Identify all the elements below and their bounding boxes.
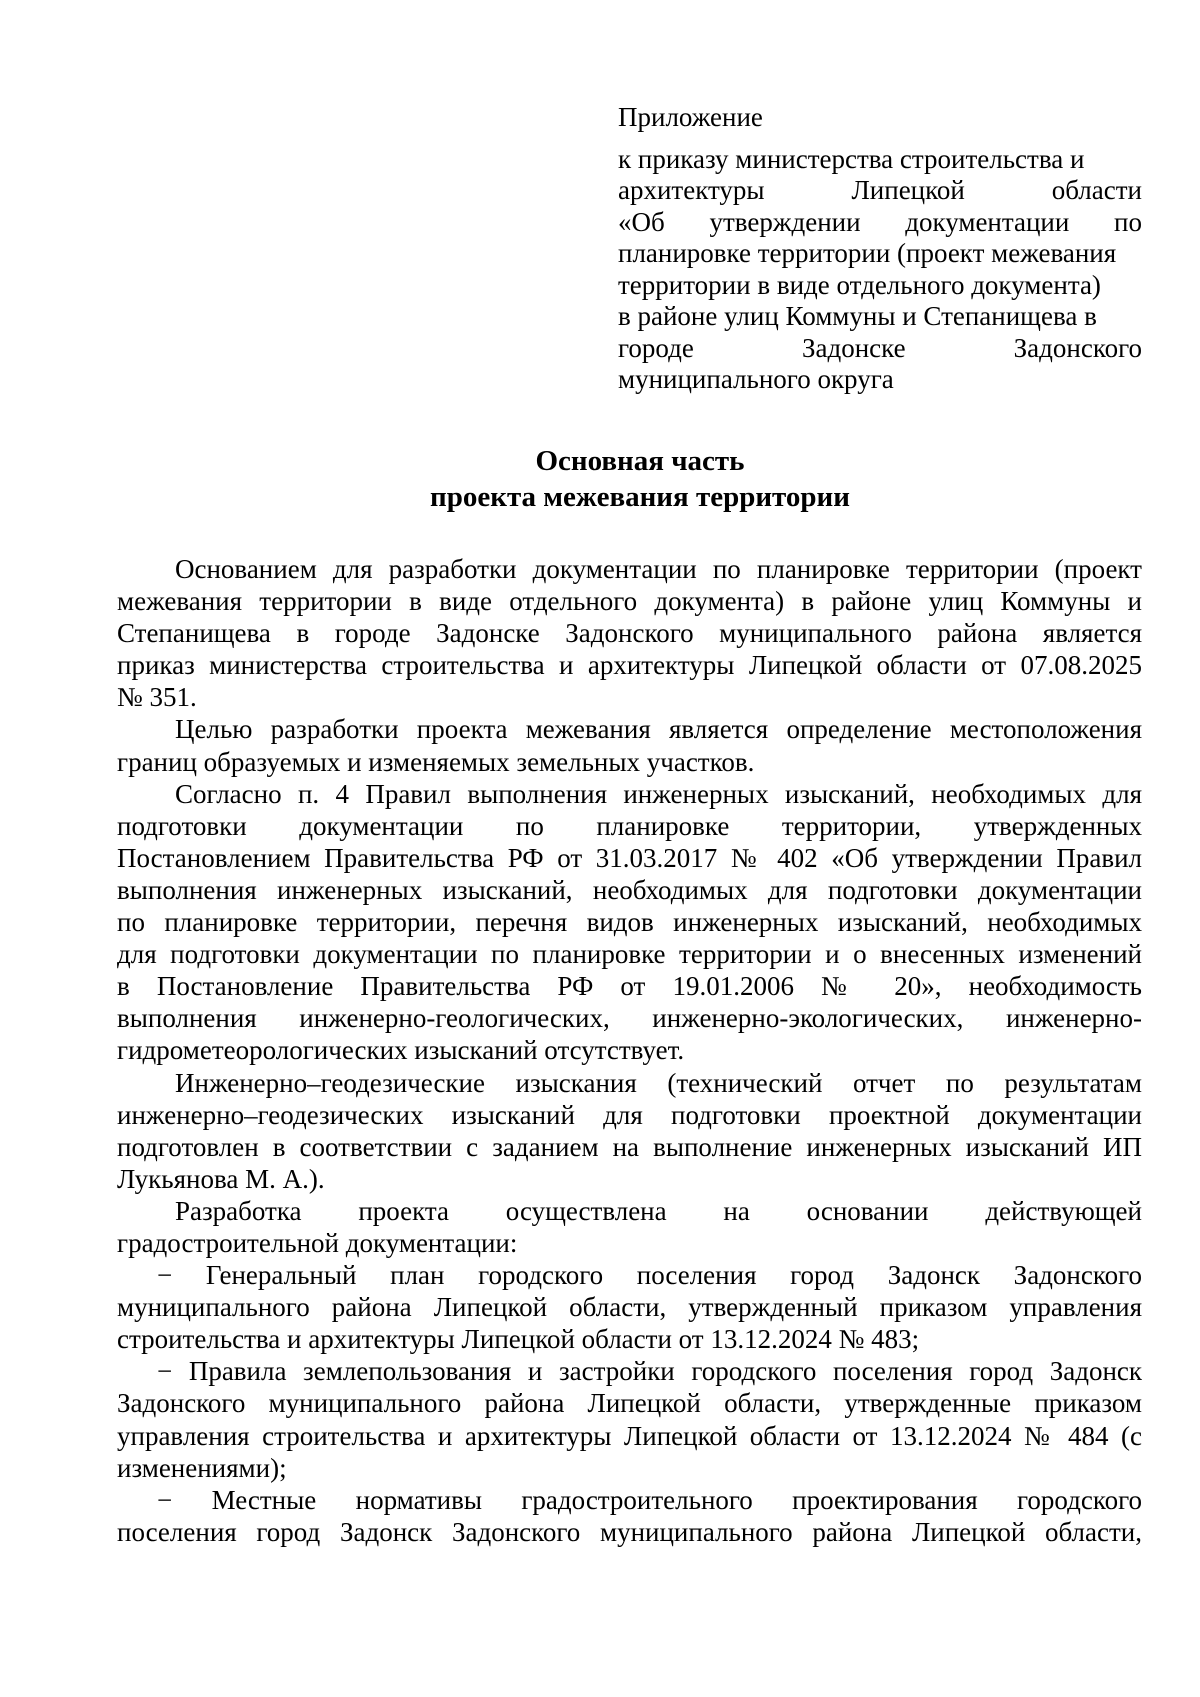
paragraph-surveys: [117, 778, 1142, 1067]
list-item-general-plan: [117, 1259, 1142, 1355]
appendix-line: к приказу министерства строительства и: [618, 143, 1085, 174]
paragraph-development: [117, 1195, 1142, 1259]
text-line: Целью разработки проекта межевания является определение местоположения: [175, 714, 1142, 745]
title-line-1: Основная часть: [535, 445, 745, 477]
text-line: в Постановление Правительства РФ от 19.01.2006 № 20», необходимость: [117, 971, 1142, 1002]
appendix-line: планировке территории (проект межевания: [618, 238, 1117, 268]
text-line: № 351.: [117, 682, 197, 713]
appendix-line: муниципального округа: [618, 364, 894, 394]
text-line: − Генеральный план городского поселения город Задонск Задонского: [157, 1260, 1142, 1291]
list-item-land-use-rules: [117, 1355, 1142, 1483]
list-item-local-standards: [117, 1484, 1142, 1548]
document-body: [117, 553, 1142, 1548]
text-line: подготовки документации по планировке территории, утвержденных: [117, 810, 1142, 841]
text-line: подготовлен в соответствии с заданием на выполнение инженерных изысканий ИП: [117, 1131, 1142, 1162]
text-line: − Правила землепользования и застройки городского поселения город Задонск: [157, 1356, 1142, 1387]
text-line: муниципального района Липецкой области, утвержденный приказом управления: [117, 1292, 1142, 1323]
text-line: инженерно–геодезических изысканий для подготовки проектной документации: [117, 1099, 1142, 1130]
text-line: Основанием для разработки документации по планировке территории (проект: [175, 554, 1142, 584]
appendix-line: территории в виде отдельного документа): [618, 269, 1101, 300]
text-line: гидрометеорологических изысканий отсутствует.: [117, 1035, 685, 1066]
document-title: [0, 443, 1200, 515]
text-line: управления строительства и архитектуры Липецкой области от 13.12.2024 № 484 (с: [117, 1420, 1142, 1451]
paragraph-geodetic: [117, 1067, 1142, 1195]
text-line: границ образуемых и изменяемых земельных участков.: [117, 746, 755, 777]
appendix-line: архитектуры Липецкой области: [618, 175, 1142, 205]
text-line: строительства и архитектуры Липецкой области от 13.12.2024 № 483;: [117, 1324, 920, 1355]
text-line: поселения город Задонск Задонского муниципального района Липецкой области,: [117, 1516, 1142, 1547]
text-line: градостроительной документации:: [117, 1227, 518, 1258]
appendix-block: [618, 102, 1142, 396]
text-line: приказ министерства строительства и архитектуры Липецкой области от 07.08.2025: [117, 650, 1142, 681]
text-line: выполнения инженерных изысканий, необходимых для подготовки документации: [117, 874, 1142, 905]
text-line: выполнения инженерно-геологических, инженерно-экологических, инженерно-: [117, 1003, 1142, 1034]
appendix-label: Приложение: [618, 102, 763, 132]
text-line: по планировке территории, перечня видов инженерных изысканий, необходимых: [117, 907, 1142, 938]
text-line: для подготовки документации по планировке территории и о внесенных изменений: [117, 939, 1142, 970]
text-line: Степанищева в городе Задонске Задонского муниципального района является: [117, 618, 1142, 649]
paragraph-purpose: [117, 713, 1142, 777]
text-line: Разработка проекта осуществлена на основании действующей: [175, 1195, 1142, 1226]
appendix-line: «Об утверждении документации по: [618, 206, 1142, 237]
text-line: Лукьянова М. А.).: [117, 1163, 325, 1194]
text-line: Согласно п. 4 Правил выполнения инженерных изысканий, необходимых для: [175, 778, 1142, 809]
appendix-line: в районе улиц Коммуны и Степанищева в: [618, 301, 1097, 331]
paragraph-basis: [117, 553, 1142, 713]
title-line-2: проекта межевания территории: [430, 481, 850, 513]
text-line: − Местные нормативы градостроительного проектирования городского: [157, 1484, 1142, 1515]
text-line: Инженерно–геодезические изыскания (технический отчет по результатам: [175, 1067, 1142, 1098]
text-line: изменениями);: [117, 1452, 287, 1483]
text-line: межевания территории в виде отдельного документа) в районе улиц Коммуны и: [117, 586, 1142, 617]
text-line: Постановлением Правительства РФ от 31.03.2017 № 402 «Об утверждении Правил: [117, 842, 1142, 873]
appendix-line: городе Задонске Задонского: [618, 332, 1142, 363]
text-line: Задонского муниципального района Липецкой области, утвержденные приказом: [117, 1388, 1142, 1419]
